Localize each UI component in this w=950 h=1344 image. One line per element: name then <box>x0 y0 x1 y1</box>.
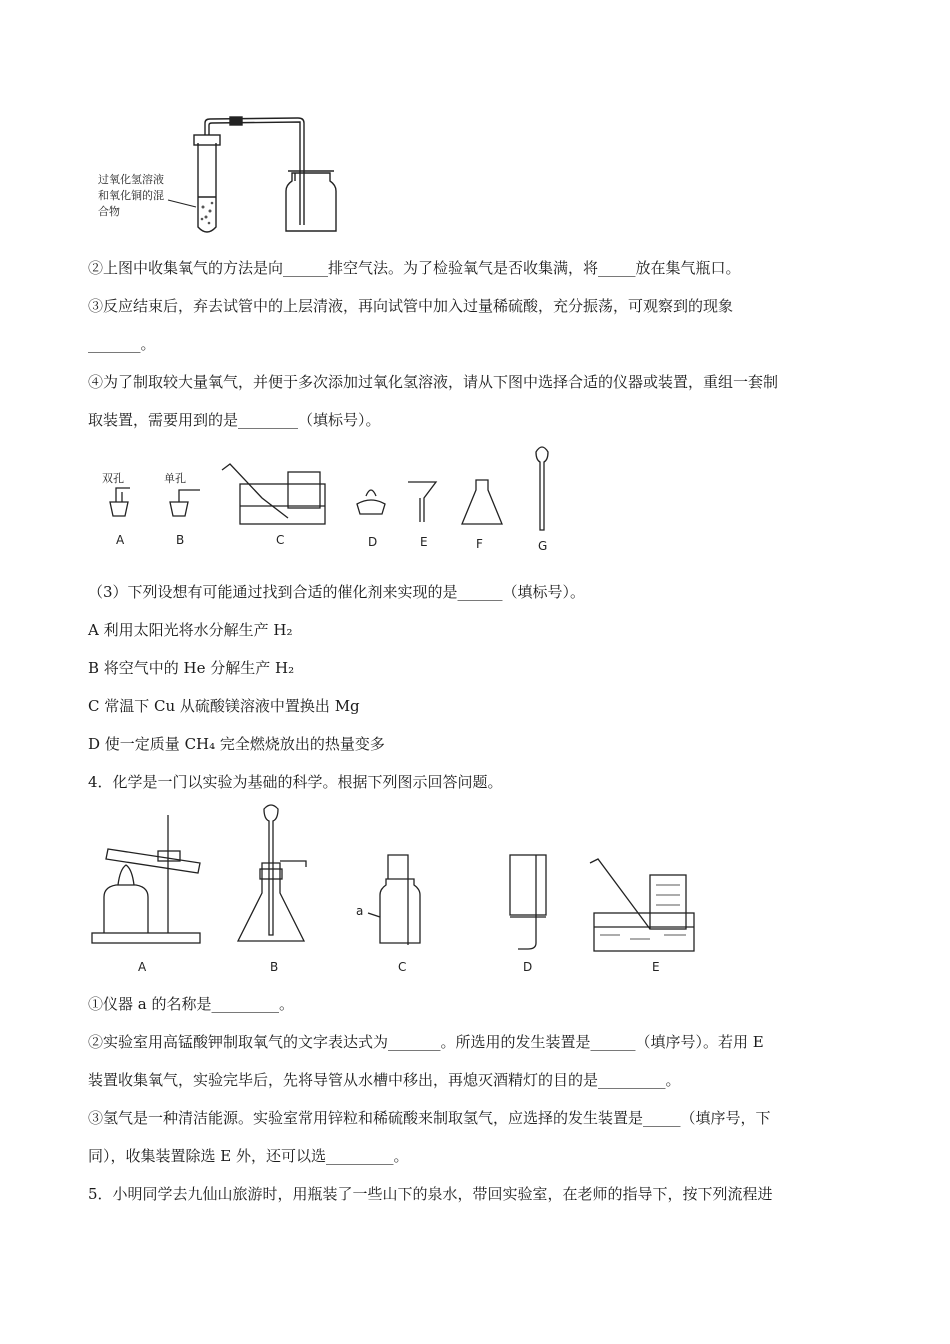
figure-apparatus-selection <box>90 438 570 558</box>
stopper-label-single: 单孔 <box>164 472 186 485</box>
option-d: D 使一定质量 CH₄ 完全燃烧放出的热量变多 <box>88 735 385 753</box>
question-3-line1: ③反应结束后，弃去试管中的上层清液，再向试管中加入过量稀硫酸，充分振荡，可观察到的现象 <box>88 297 734 315</box>
instrument-a-label: a <box>356 904 364 918</box>
question-4-2-line2: 装置收集氧气，实验完毕后，先将导管从水槽中移出，再熄灭酒精灯的目的是_________。 <box>88 1071 681 1089</box>
question-4-3-line2: 同），收集装置除选 E 外，还可以选_________。 <box>88 1147 409 1165</box>
lab-letter-e: E <box>652 960 660 974</box>
figure-oxygen-generation <box>90 115 350 240</box>
question-5: 5．小明同学去九仙山旅游时，用瓶装了一些山下的泉水，带回实验室，在老师的指导下，按下列流程进 <box>88 1185 773 1203</box>
question-3-line2: _______。 <box>88 335 156 353</box>
lab-letter-d: D <box>523 960 533 974</box>
apparatus-letter-c: C <box>276 533 285 547</box>
option-c: C 常温下 Cu 从硫酸镁溶液中置换出 Mg <box>88 697 360 715</box>
lab-letter-c: C <box>398 960 407 974</box>
figure1-label-1: 过氧化氢溶液 <box>98 173 164 186</box>
apparatus-letter-e: E <box>420 535 428 549</box>
stopper-label-double: 双孔 <box>102 472 124 485</box>
question-4-3-line1: ③氢气是一种清洁能源。实验室常用锌粒和稀硫酸来制取氢气，应选择的发生装置是_____（填序号，下 <box>88 1109 771 1127</box>
question-4-1: ①仪器 a 的名称是_________。 <box>88 995 294 1013</box>
apparatus-letter-g: G <box>538 539 548 553</box>
question-4-title: 4．化学是一门以实验为基础的科学。根据下列图示回答问题。 <box>88 773 503 791</box>
apparatus-letter-d: D <box>368 535 378 549</box>
figure1-label-3: 合物 <box>98 205 120 218</box>
question-4-line2: 取装置，需要用到的是________（填标号）。 <box>88 411 381 429</box>
question-4-2-line1: ②实验室用高锰酸钾制取氧气的文字表达式为_______。所选用的发生装置是______（填序号）。若用 E <box>88 1033 764 1051</box>
apparatus-letter-a: A <box>116 533 125 547</box>
figure1-label-2: 和氧化铜的混 <box>98 189 164 202</box>
figure-lab-apparatus <box>90 805 720 980</box>
apparatus-letter-f: F <box>476 537 483 551</box>
option-a: A 利用太阳光将水分解生产 H₂ <box>88 621 293 639</box>
question-2: ②上图中收集氧气的方法是向______排空气法。为了检验氧气是否收集满，将_____放在集气瓶口。 <box>88 259 741 277</box>
apparatus-letter-b: B <box>176 533 185 547</box>
lab-letter-b: B <box>270 960 279 974</box>
part3-question: （3）下列设想有可能通过找到合适的催化剂来实现的是______（填标号）。 <box>88 583 586 601</box>
question-4-line1: ④为了制取较大量氧气，并便于多次添加过氧化氢溶液，请从下图中选择合适的仪器或装置，重组一套制 <box>88 373 779 391</box>
lab-letter-a: A <box>138 960 147 974</box>
option-b: B 将空气中的 He 分解生产 H₂ <box>88 659 295 677</box>
